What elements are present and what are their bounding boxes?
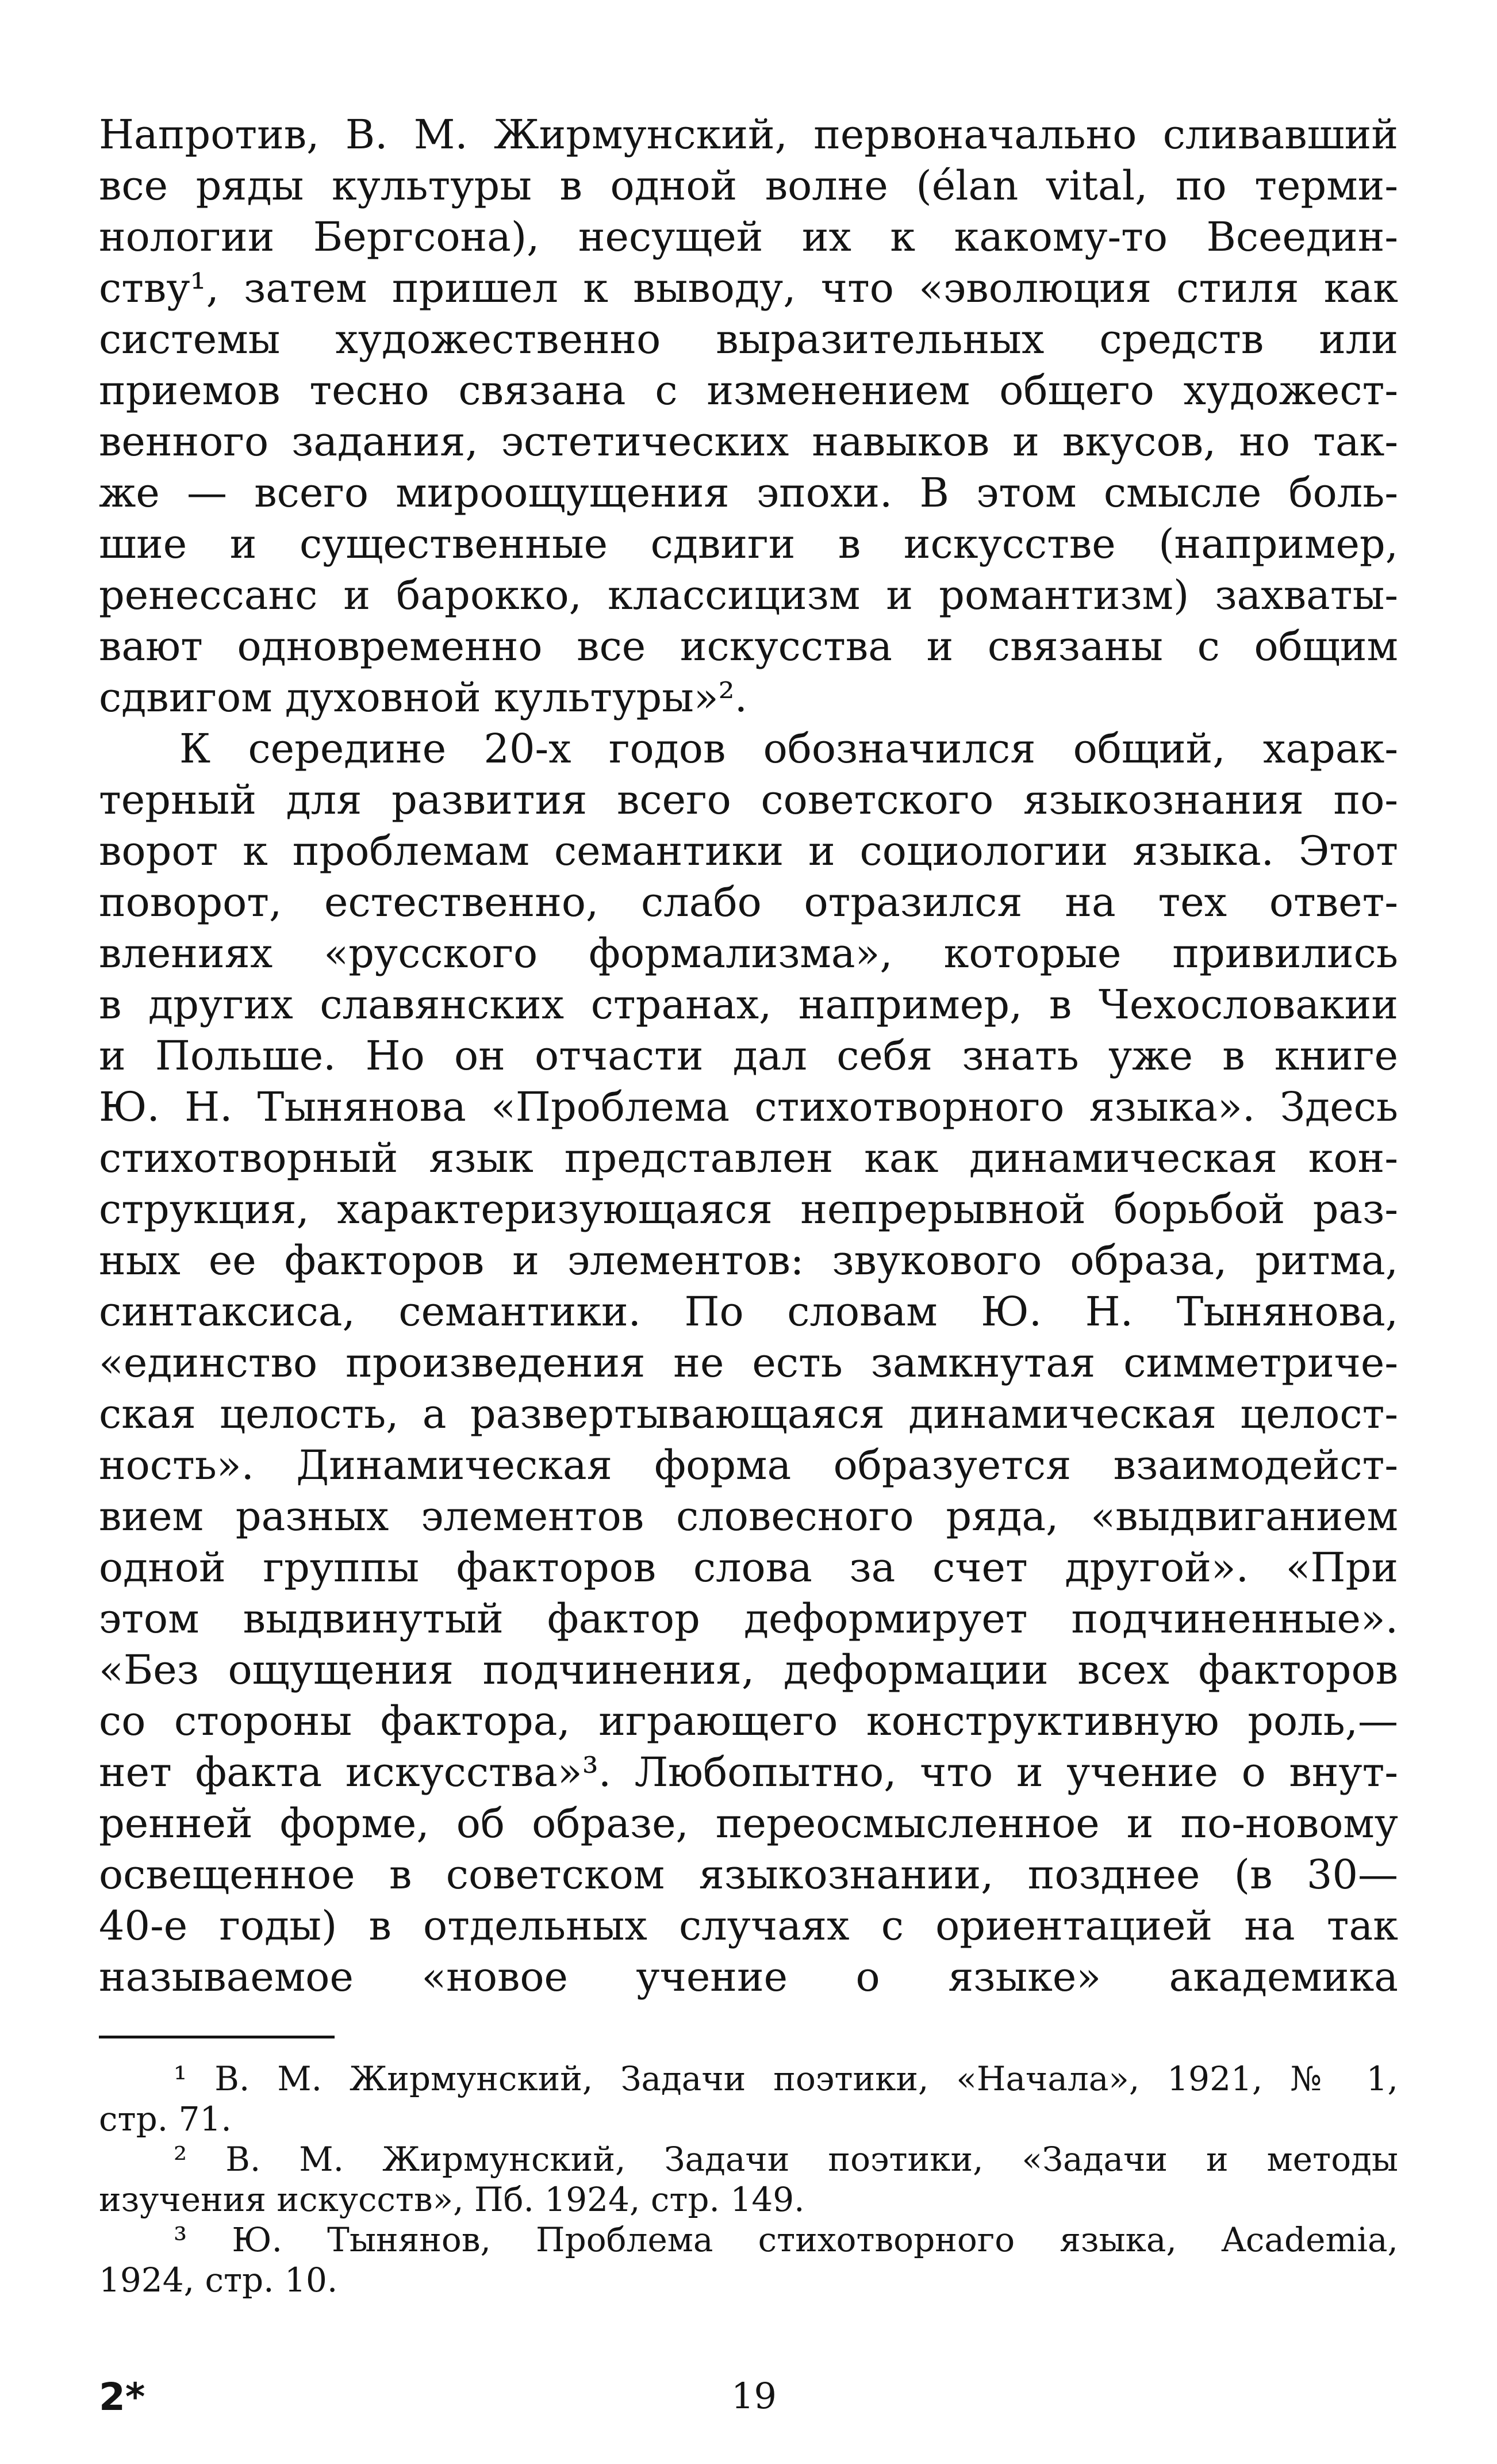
text-line: ность». Динамическая форма образуется взаимодейст- — [99, 1442, 1398, 1489]
text-line: стихотворный язык представлен как динамическая кон- — [99, 1135, 1398, 1182]
text-line: синтаксиса, семантики. По словам Ю. Н. Тынянова, — [99, 1288, 1398, 1335]
text-line: нет факта искусства»³. Любопытно, что и учение о внут- — [99, 1749, 1398, 1796]
footnote-line: ³ Ю. Тынянов, Проблема стихотворного языка, Academia, — [174, 2220, 1398, 2259]
text-line: шие и существенные сдвиги в искусстве (например, — [99, 520, 1398, 568]
footnote-line: стр. 71. — [99, 2099, 232, 2139]
page-footer — [0, 2375, 1497, 2444]
text-line: поворот, естественно, слабо отразился на тех ответ- — [99, 879, 1398, 926]
footnote-line: 1924, стр. 10. — [99, 2260, 338, 2300]
text-line: «единство произведения не есть замкнутая симметриче- — [99, 1339, 1398, 1386]
text-line: приемов тесно связана с изменением общего художест- — [99, 367, 1398, 414]
body-text — [99, 109, 1398, 2003]
text-line: терный для развития всего советского языкознания по- — [99, 776, 1398, 823]
text-line: влениях «русского формализма», которые привились — [99, 930, 1398, 977]
footnotes — [99, 2059, 1398, 2300]
text-line: ных ее факторов и элементов: звукового образа, ритма, — [99, 1237, 1398, 1284]
text-line: ренессанс и барокко, классицизм и романтизм) захваты- — [99, 572, 1398, 619]
text-line: Напротив, В. М. Жирмунский, первоначально сливавший — [99, 111, 1398, 158]
text-line: «Без ощущения подчинения, деформации всех факторов — [99, 1646, 1398, 1693]
footnote-line: изучения искусств», Пб. 1924, стр. 149. — [99, 2180, 805, 2219]
text-line: освещенное в советском языкознании, позднее (в 30— — [99, 1851, 1398, 1898]
text-line: нологии Бергсона), несущей их к какому-то Всеедин- — [99, 213, 1398, 260]
text-line: ству¹, затем пришел к выводу, что «эволюция стиля как — [99, 265, 1398, 312]
text-line: одной группы факторов слова за счет другой». «При — [99, 1544, 1398, 1591]
text-line: вием разных элементов словесного ряда, «выдвиганием — [99, 1493, 1398, 1540]
printer-signature: 2* — [99, 2375, 145, 2419]
text-line: венного задания, эстетических навыков и вкусов, но так- — [99, 418, 1398, 465]
text-line: и Польше. Но он отчасти дал себя знать уже в книге — [99, 1032, 1398, 1079]
text-line: К середине 20-х годов обозначился общий, харак- — [179, 725, 1398, 772]
text-line: вают одновременно все искусства и связаны с общим — [99, 623, 1398, 670]
text-line: же — всего мироощущения эпохи. В этом смысле боль- — [99, 469, 1398, 516]
text-line: струкция, характеризующаяся непрерывной борьбой раз- — [99, 1186, 1398, 1233]
footnote-line: ¹ В. М. Жирмунский, Задачи поэтики, «Начала», 1921, № 1, — [174, 2059, 1398, 2098]
text-line: этом выдвинутый фактор деформирует подчиненные». — [99, 1595, 1398, 1642]
page-number: 19 — [731, 2375, 777, 2417]
text-line: Ю. Н. Тынянова «Проблема стихотворного языка». Здесь — [99, 1083, 1398, 1131]
text-line: системы художественно выразительных средств или — [99, 316, 1398, 363]
text-line: ская целость, а развертывающаяся динамическая целост- — [99, 1390, 1398, 1438]
footnote-line: ² В. М. Жирмунский, Задачи поэтики, «Задачи и методы — [174, 2140, 1398, 2179]
footnote-divider — [99, 2036, 335, 2038]
text-line: со стороны фактора, играющего конструктивную роль,— — [99, 1697, 1398, 1745]
text-line: называемое «новое учение о языке» академика — [99, 1953, 1398, 2001]
text-line: в других славянских странах, например, в Чехословакии — [99, 981, 1398, 1028]
text-line: ренней форме, об образе, переосмысленное и по-новому — [99, 1800, 1398, 1847]
text-line: ворот к проблемам семантики и социологии языка. Этот — [99, 827, 1398, 875]
text-line: 40-е годы) в отдельных случаях с ориентацией на так — [99, 1902, 1398, 1949]
text-line: сдвигом духовной культуры»². — [99, 674, 747, 721]
text-line: все ряды культуры в одной волне (élan vital, по терми- — [99, 162, 1398, 209]
